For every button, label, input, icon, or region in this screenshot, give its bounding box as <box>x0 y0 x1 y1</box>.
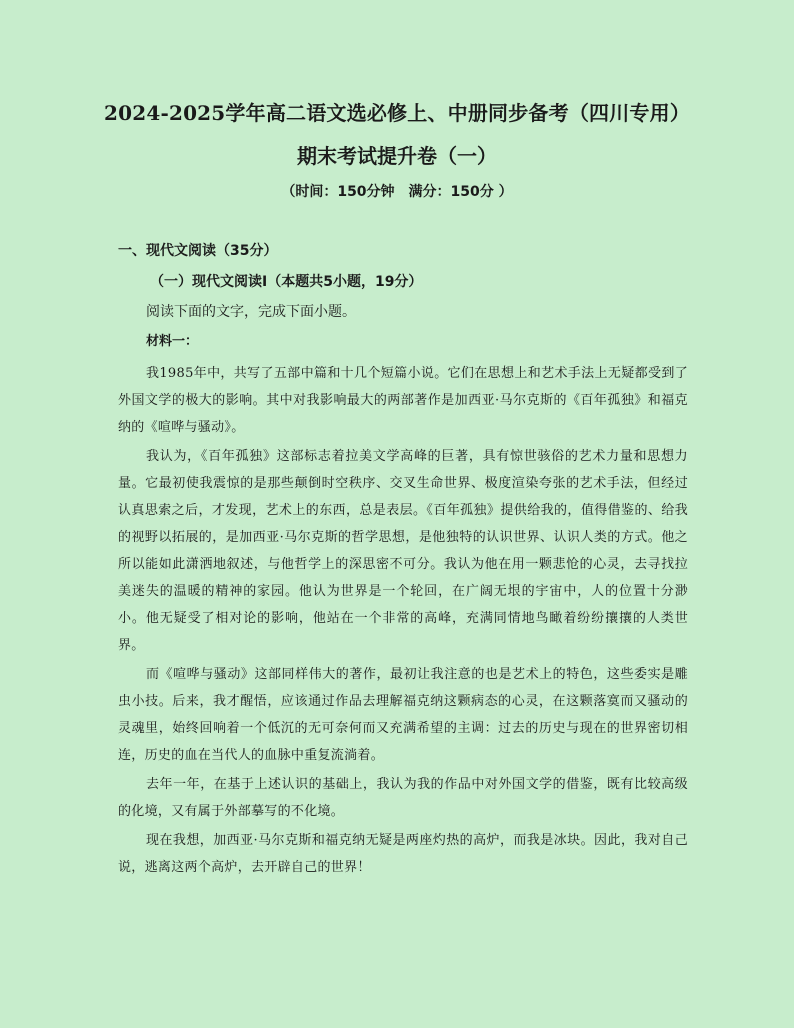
exam-subtitle: 期末考试提升卷（一） <box>297 144 497 168</box>
passage-paragraph: 我认为，《百年孤独》这部标志着拉美文学高峰的巨著，具有惊世骇俗的艺术力量和思想力量。它最初使我震惊的是那些颠倒时空秩序、交叉生命世界、极度渲染夸张的艺术手法，但经过认真思索之后，才发现，艺术上的东西，总是表层。《百年孤独》提供给我的，值得借鉴的、给我的视野以拓展的，是加西亚·马尔克斯的哲学思想，是他独特的认识世界、认识人类的方式。他之所以能如此潇洒地叙述，与他哲学上的深思密不可分。我认为他在用一颗悲怆的心灵，去寻找拉美迷失的温暖的精神的家园。他认为世界是一个轮回，在广阔无垠的宇宙中，人的位置十分渺小。他无疑受了相对论的影响，他站在一个非常的高峰，充满同情地鸟瞰着纷纷攘攘的人类世界。 <box>118 449 688 653</box>
material-label: 材料一： <box>146 334 199 349</box>
passage-paragraph: 现在我想，加西亚·马尔克斯和福克纳无疑是两座灼热的高炉，而我是冰块。因此，我对自己说，逃离这两个高炉，去开辟自己的世界！ <box>118 833 688 875</box>
exam-time-score: （时间：150分钟 满分：150分 ） <box>281 184 513 200</box>
passage-paragraph: 我1985年中，共写了五部中篇和十几个短篇小说。它们在思想上和艺术手法上无疑都受到了外国文学的极大的影响。其中对我影响最大的两部著作是加西亚·马尔克斯的《百年孤独》和福克纳的《喧哗与骚动》。 <box>118 366 688 435</box>
subsection-heading: （一）现代文阅读Ⅰ（本题共5小题，19分） <box>150 274 423 290</box>
passage-paragraph: 去年一年，在基于上述认识的基础上，我认为我的作品中对外国文学的借鉴，既有比较高级的化境，又有属于外部摹写的不化境。 <box>118 777 688 819</box>
reading-instruction: 阅读下面的文字，完成下面小题。 <box>146 304 356 320</box>
passage-paragraph: 而《喧哗与骚动》这部同样伟大的著作，最初让我注意的也是艺术上的特色，这些委实是雕虫小技。后来，我才醒悟，应该通过作品去理解福克纳这颗病态的心灵，在这颗落寞而又骚动的灵魂里，始终回响着一个低沉的无可奈何而又充满希望的主调：过去的历史与现在的世界密切相连，历史的血在当代人的血脉中重复流淌着。 <box>118 667 688 763</box>
reading-passage <box>118 360 688 883</box>
exam-title: 2024-2025学年高二语文选必修上、中册同步备考（四川专用） <box>103 101 691 125</box>
section-heading: 一、现代文阅读（35分） <box>118 243 278 259</box>
